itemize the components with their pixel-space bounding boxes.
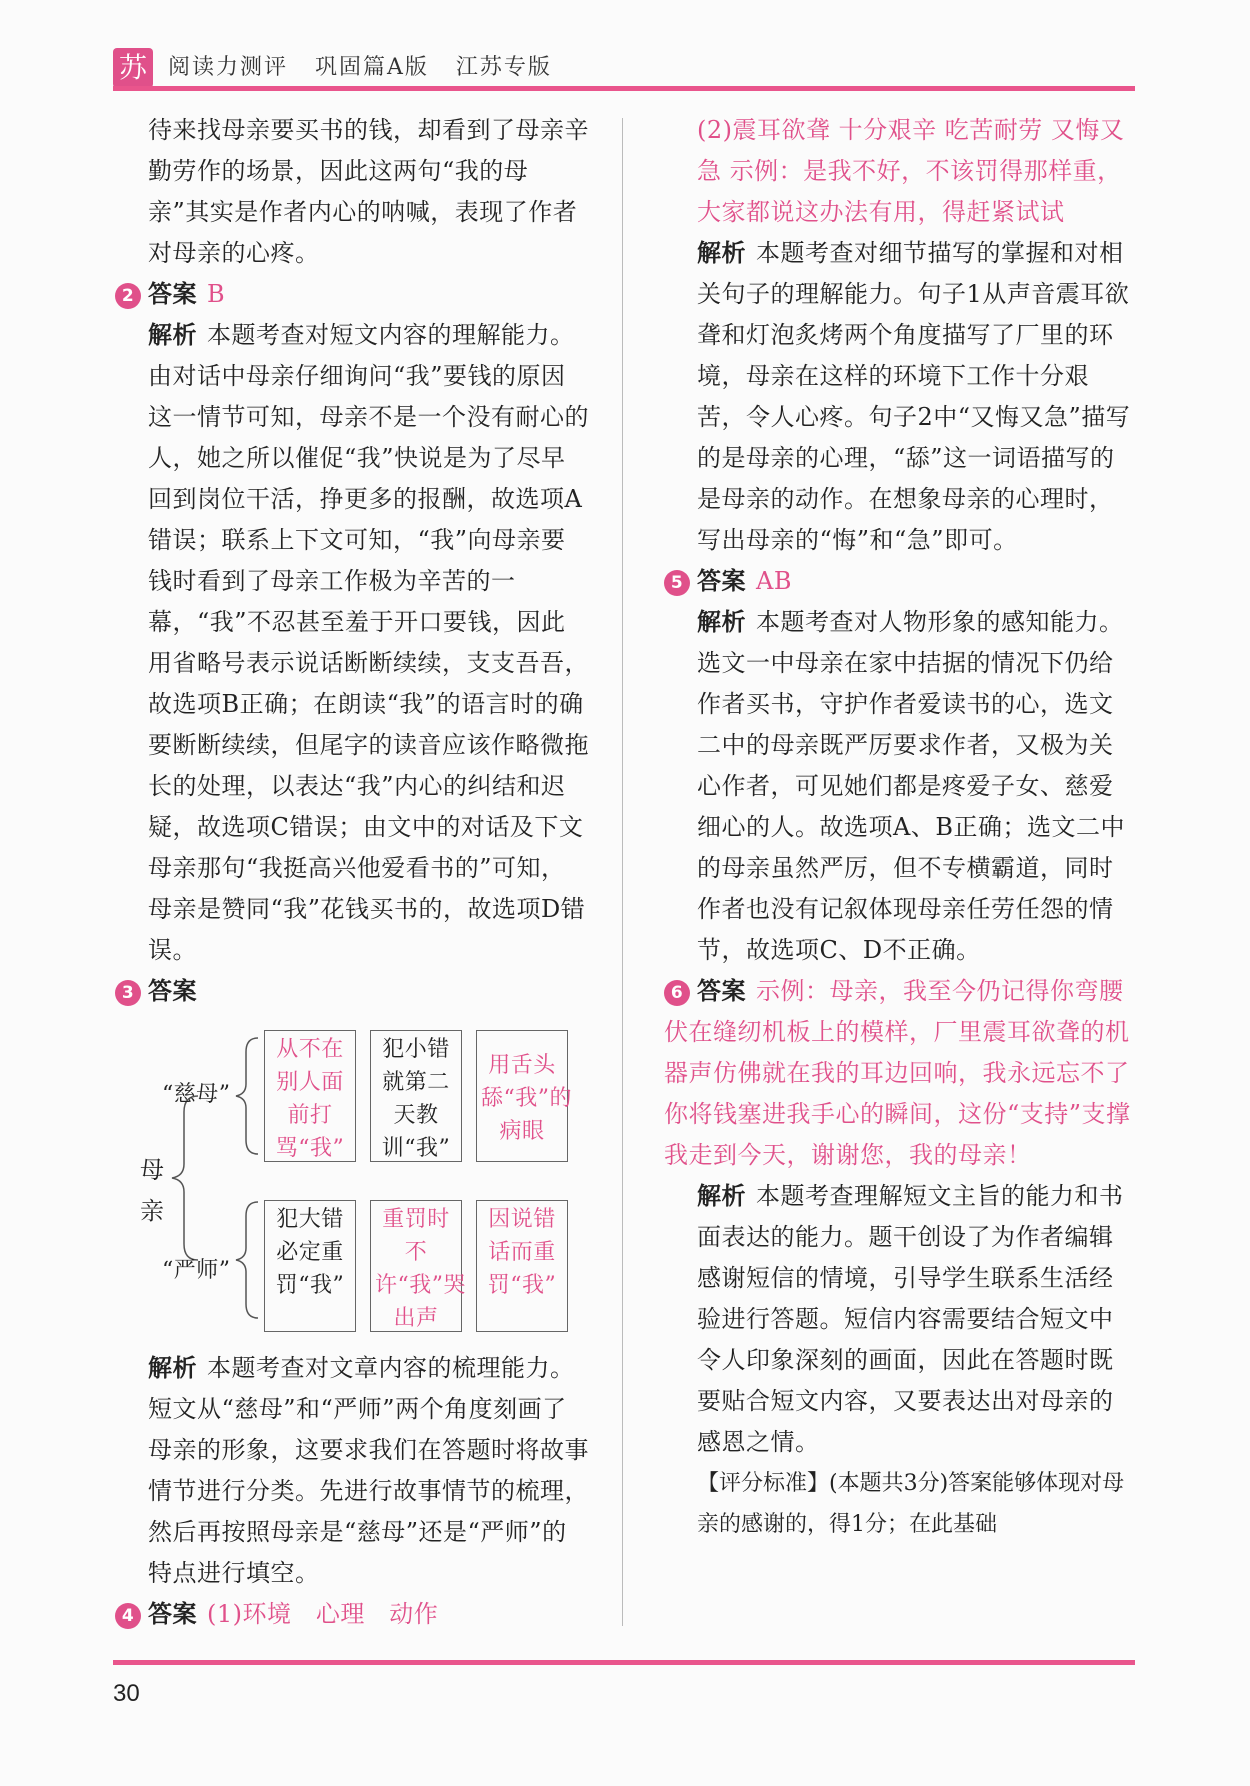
mind-map-box-6: 因说错话而重罚“我” bbox=[476, 1200, 568, 1332]
q4-analysis bbox=[697, 233, 1137, 561]
q3-number-badge: 3 bbox=[115, 980, 141, 1006]
q2-answer-line bbox=[115, 274, 590, 315]
q6-analysis bbox=[697, 1176, 1137, 1463]
q2-number-badge: 2 bbox=[115, 283, 141, 309]
question-6 bbox=[664, 971, 1137, 1545]
q4-answer-line bbox=[115, 1594, 590, 1635]
page-number: 30 bbox=[113, 1680, 140, 1707]
q6-scoring bbox=[697, 1463, 1137, 1545]
q2-analysis bbox=[148, 315, 590, 971]
q4-analysis-text: 本题考查对细节描写的掌握和对相关句子的理解能力。句子1从声音震耳欲聋和灯泡炙烤两个角度描写了厂里的环境，母亲在这样的环境下工作十分艰苦，令人心疼。句子2中“又悔又急”描写的是母亲的心理，“舔”这一词语描写的是母亲的动作。在想象母亲的心理时，写出母亲的“悔”和“急”即可。 bbox=[697, 239, 1131, 554]
intro-paragraph: 待来找母亲要买书的钱，却看到了母亲辛勤劳作的场景，因此这两句“我的母亲”其实是作者内心的呐喊，表现了作者对母亲的心疼。 bbox=[148, 116, 589, 267]
q5-answer-label: 答案 bbox=[697, 567, 746, 595]
q6-answer-label: 答案 bbox=[697, 977, 746, 1005]
q6-scoring-text: (本题共3分)答案能够体现对母亲的感谢的，得1分；在此基础 bbox=[697, 1471, 1125, 1537]
q3-analysis bbox=[148, 1348, 590, 1594]
q2-answer-label: 答案 bbox=[148, 280, 197, 308]
q3-answer-line bbox=[115, 971, 590, 1012]
mind-map-box-1: 从不在别人面前打骂“我” bbox=[264, 1030, 356, 1162]
q4-analysis-label: 解析 bbox=[697, 239, 746, 267]
mind-map-box-5: 重罚时不许“我”哭出声 bbox=[370, 1200, 462, 1332]
q5-answer-line bbox=[664, 561, 1137, 602]
q6-answer-line bbox=[664, 971, 1137, 1176]
column-divider bbox=[622, 118, 623, 1626]
header-title: 阅读力测评 巩固篇A版 江苏专版 bbox=[168, 55, 552, 80]
q4-answer-label: 答案 bbox=[148, 1600, 197, 1628]
mind-map-box-4: 犯大错必定重罚“我” bbox=[264, 1200, 356, 1332]
q6-scoring-label: 【评分标准】 bbox=[697, 1471, 830, 1496]
q2-analysis-text: 本题考查对短文内容的理解能力。由对话中母亲仔细询问“我”要钱的原因这一情节可知，母亲不是一个没有耐心的人，她之所以催促“我”快说是为了尽早回到岗位干活，挣更多的报酬，故选项A错误；联系上下文可知，“我”向母亲要钱时看到了母亲工作极为辛苦的一幕，“我”不忍甚至羞于开口要钱，因此用省略号表示说话断断续续，支支吾吾，故选项B正确；在朗读“我”的语言时的确要断断续续，但尾字的读音应该作略微拖长的处理，以表达“我”内心的纠结和迟疑，故选项C错误；由文中的对话及下文母亲那句“我挺高兴他爱看书的”可知，母亲是赞同“我”花钱买书的，故选项D错误。 bbox=[148, 321, 589, 964]
q3-analysis-text: 本题考查对文章内容的梳理能力。短文从“慈母”和“严师”两个角度刻画了母亲的形象，这要求我们在答题时将故事情节进行分类。先进行故事情节的梳理，然后再按照母亲是“慈母”还是“严师”的特点进行填空。 bbox=[148, 1354, 589, 1587]
q6-answer: 示例：母亲，我至今仍记得你弯腰伏在缝纫机板上的模样，厂里震耳欲聋的机器声仿佛就在我的耳边回响，我永远忘不了你将钱塞进我手心的瞬间，这份“支持”支撑我走到今天，谢谢您，我的母亲！ bbox=[664, 977, 1131, 1169]
header-badge: 苏 bbox=[113, 48, 153, 88]
left-column bbox=[121, 110, 590, 1635]
q5-answer: AB bbox=[756, 567, 792, 595]
q3-answer-label: 答案 bbox=[148, 977, 197, 1005]
q5-analysis bbox=[697, 602, 1137, 971]
q4-answer-part1: (1)环境 心理 动作 bbox=[207, 1600, 439, 1628]
q6-analysis-text: 本题考查理解短文主旨的能力和书面表达的能力。题干创设了为作者编辑感谢短信的情境，引导学生联系生活经验进行答题。短信内容需要结合短文中令人印象深刻的画面，因此在答题时既要贴合短文内容，又要表达出对母亲的感恩之情。 bbox=[697, 1182, 1124, 1456]
q5-number-badge: 5 bbox=[664, 570, 690, 596]
question-3 bbox=[121, 971, 590, 1594]
q3-mind-map bbox=[140, 1012, 620, 1342]
question-2 bbox=[121, 274, 590, 971]
q4-answer-part2: (2)震耳欲聋 十分艰辛 吃苦耐劳 又悔又急 示例：是我不好，不该罚得那样重，大家都说这办法有用，得赶紧试试 bbox=[697, 116, 1125, 226]
q2-answer: B bbox=[207, 280, 226, 308]
q3-analysis-label: 解析 bbox=[148, 1354, 197, 1382]
q4-number-badge: 4 bbox=[115, 1603, 141, 1629]
q6-number-badge: 6 bbox=[664, 980, 690, 1006]
q2-analysis-label: 解析 bbox=[148, 321, 197, 349]
q5-analysis-text: 本题考查对人物形象的感知能力。选文一中母亲在家中拮据的情况下仍给作者买书，守护作者爱读书的心，选文二中的母亲既严厉要求作者，又极为关心作者，可见她们都是疼爱子女、慈爱细心的人。故选项A、B正确；选文二中的母亲虽然严厉，但不专横霸道，同时作者也没有记叙体现母亲任劳任怨的情节，故选项C、D不正确。 bbox=[697, 608, 1125, 964]
footer-rule bbox=[113, 1660, 1135, 1665]
header-rule bbox=[113, 86, 1135, 91]
q6-analysis-label: 解析 bbox=[697, 1182, 746, 1210]
right-column bbox=[664, 110, 1137, 1545]
mind-map-box-2: 犯小错就第二天教训“我” bbox=[370, 1030, 462, 1162]
question-5 bbox=[670, 561, 1137, 971]
q5-analysis-label: 解析 bbox=[697, 608, 746, 636]
mind-map-category-cimu: “慈母” bbox=[162, 1082, 231, 1107]
mind-map-root: 母亲 bbox=[140, 1156, 165, 1225]
mind-map-category-yanshi: “严师” bbox=[162, 1258, 231, 1283]
mind-map-box-3: 用舌头舔“我”的病眼 bbox=[476, 1030, 568, 1162]
